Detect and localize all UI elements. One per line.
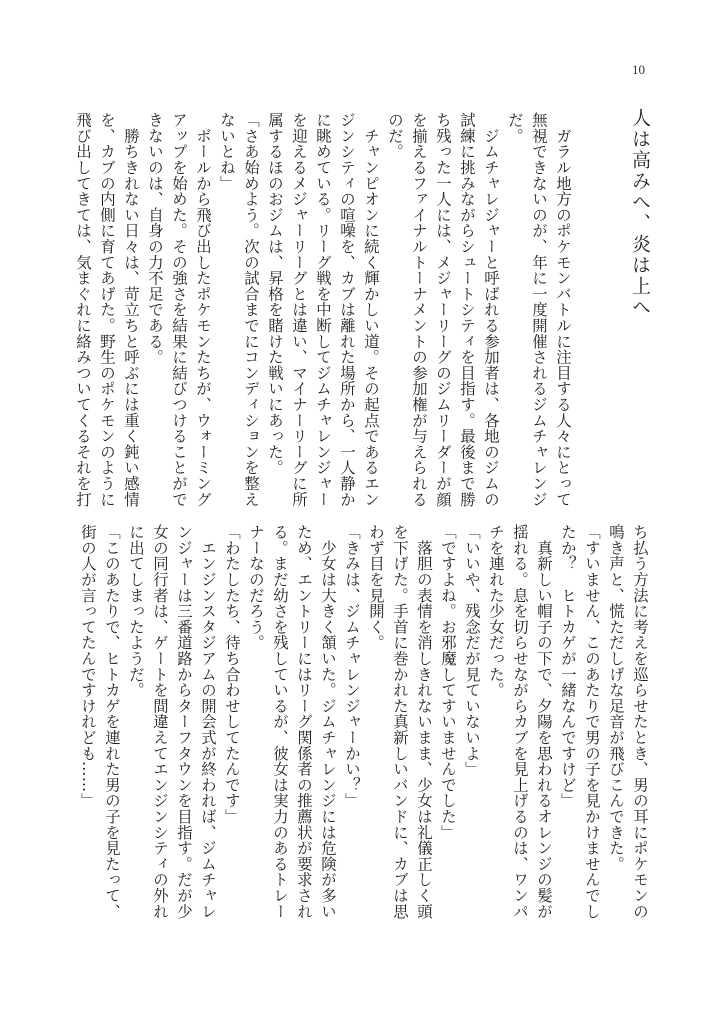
text-line: ナーなのだろう。 (247, 524, 265, 651)
text-line: を迎えるメジャーリーグとは違い、マイナーリーグに所 (290, 112, 308, 507)
text-line: 「わたしたち、待ち合わせしてたんです」 (223, 524, 241, 825)
text-line: ち残った一人には、メジャーリーグのジムリーダーが顔 (434, 112, 452, 507)
page-number: 10 (632, 62, 645, 77)
text-line: ボールから飛び出したポケモンたちが、ウォーミング (194, 112, 212, 507)
text-line: 「さあ始めよう。次の試合までにコンディションを整え (242, 112, 260, 507)
text-line: ため、エントリーにはリーグ関係者の推薦状が要求され (295, 524, 313, 919)
text-line: だ。 (506, 112, 524, 144)
text-line: 試練に挑みながらシュートシティを目指す。最後まで勝 (458, 112, 476, 507)
text-line: ジンシティの喧噪を、カブは離れた場所から、一人静か (338, 112, 356, 507)
chapter-title: 人は高みへ、炎は上へ (629, 108, 651, 318)
body-text-lower (76, 524, 652, 934)
text-line: 無視できないのが、年に一度開催されるジムチャレンジ (530, 112, 548, 507)
text-line: を揃えるファイナルトーナメントの参加権が与えられる (410, 112, 428, 507)
text-line: 鳴き声と、慌ただしげな足音が飛びこんできた。 (607, 524, 625, 872)
text-line: ガラル地方のポケモンバトルに注目する人々にとって (554, 112, 572, 507)
text-line: ジムチャレジャーと呼ばれる参加者は、各地のジムの (482, 112, 500, 507)
text-line: 「いいや、残念だが見ていないよ」 (463, 524, 481, 777)
text-line: 「すいません、このあたりで男の子を見かけませんでし (583, 524, 601, 919)
text-line: 「このあたりで、ヒトカゲを連れた男の子を見たって、 (103, 524, 121, 919)
text-line: チャンピオンに続く輝かしい道。その起点であるエン (362, 112, 380, 507)
text-line: 落胆の表情を消しきれないまま、少女は礼儀正しく頭 (415, 524, 433, 919)
text-line: に眺めている。リーグ戦を中断してジムチャレンジャー (314, 112, 332, 507)
text-line: 「ですよね。お邪魔してすいませんでした」 (439, 524, 457, 840)
text-line: 真新しい帽子の下で、夕陽を思われるオレンジの髪が (535, 524, 553, 919)
text-line: る。まだ幼さを残しているが、彼女は実力のあるトレー (271, 524, 289, 919)
text-line: 勝ちきれない日々は、苛立ちと呼ぶには重く鈍い感情 (122, 112, 140, 507)
text-line: を、カブの内側に育てあげた。野生のポケモンのように (98, 112, 116, 507)
text-line: 飛び出してきては、気まぐれに絡みついてくるそれを打 (74, 112, 92, 507)
text-line: わず目を見開く。 (367, 524, 385, 651)
text-line: 女の同行者は、ゲートを間違えてエンジンシティの外れ (151, 524, 169, 919)
text-line: 属するほのおジムは、昇格を賭けた戦いにあった。 (266, 112, 284, 476)
text-line: を下げた。手首に巻かれた真新しいバンドに、カブは思 (391, 524, 409, 919)
text-line: に出てしまったようだ。 (127, 524, 145, 698)
text-line: のだ。 (386, 112, 404, 160)
text-line: きないのは、自身の力不足である。 (146, 112, 164, 365)
text-line: ンジャーは三番道路からターフタウンを目指す。だが少 (175, 524, 193, 919)
text-line: ち払う方法に考えを巡らせたとき、男の耳にポケモンの (631, 524, 649, 919)
text-line: たか？ ヒトカゲが一緒なんですけど」 (559, 524, 577, 809)
text-line: アップを始めた。その強さを結果に結びつけることがで (170, 112, 188, 507)
body-text-upper (71, 112, 575, 512)
text-line: エンジンスタジアムの開会式が終われば、ジムチャレ (199, 524, 217, 919)
text-line: 揺れる。息を切らせながらカブを見上げるのは、ワンパ (511, 524, 529, 919)
text-line: 少女は大きく頷いた。ジムチャレンジには危険が多い (319, 524, 337, 919)
text-line: ないとね」 (218, 112, 236, 191)
text-line: 街の人が言ってたんですけれども……」 (79, 524, 97, 809)
text-line: チを連れた少女だった。 (487, 524, 505, 698)
text-line: 「きみは、ジムチャレンジャーかい？」 (343, 524, 361, 809)
